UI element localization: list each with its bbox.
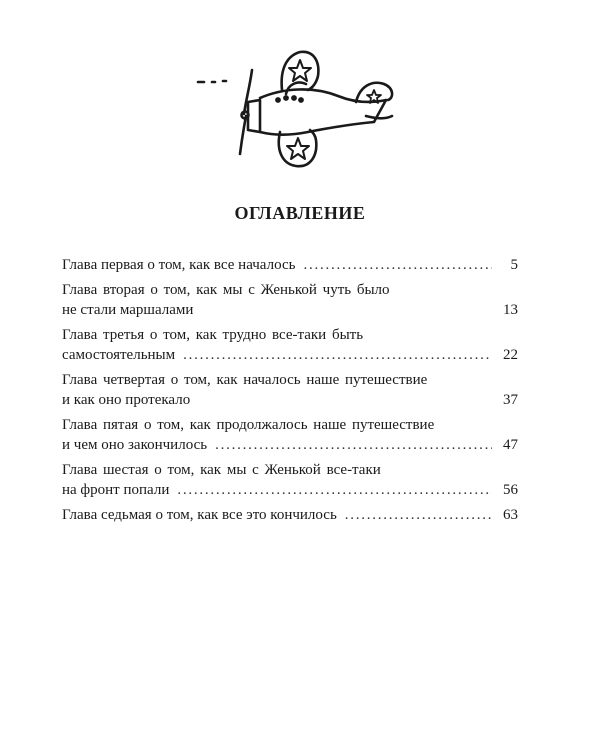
- toc-entry-title: Глава четвертая о том, как началось наше путешествие: [62, 372, 428, 388]
- dot-leader: [177, 480, 492, 500]
- dot-leader: [183, 345, 492, 365]
- toc-entry-3[interactable]: [62, 325, 518, 365]
- toc-entry-title-cont: самостоятельным: [62, 347, 176, 363]
- page-title: ОГЛАВЛЕНИЕ: [234, 203, 366, 223]
- toc-page-number: 63: [503, 507, 518, 523]
- toc-entry-title: Глава шестая о том, как мы с Женькой все-таки: [62, 462, 381, 478]
- airplane-icon: [188, 40, 408, 180]
- toc-entry-title-cont: и как оно протекало: [62, 392, 191, 408]
- toc-page-number: 5: [510, 257, 518, 273]
- toc-page-number: 13: [503, 302, 518, 318]
- table-of-contents: [62, 255, 518, 530]
- toc-entry-title: Глава третья о том, как трудно все-таки быть: [62, 327, 364, 343]
- toc-entry-4[interactable]: [62, 370, 518, 410]
- toc-page-number: 22: [503, 347, 518, 363]
- toc-entry-title: Глава пятая о том, как продолжалось наше путешествие: [62, 417, 435, 433]
- toc-entry-title-cont: не стали маршалами: [62, 302, 194, 318]
- dot-leader: [303, 255, 492, 275]
- dot-leader: [345, 505, 492, 525]
- toc-page-number: 37: [503, 392, 518, 408]
- toc-entry-title: Глава вторая о том, как мы с Женькой чуть было: [62, 282, 390, 298]
- toc-entry-5[interactable]: [62, 415, 518, 455]
- toc-page-number: 47: [503, 437, 518, 453]
- toc-entry-2[interactable]: [62, 280, 518, 320]
- toc-entry-title: Глава седьмая о том, как все это кончилось: [62, 507, 337, 523]
- toc-entry-title-cont: на фронт попали: [62, 482, 170, 498]
- toc-entry-6[interactable]: [62, 460, 518, 500]
- toc-entry-7[interactable]: [62, 505, 518, 525]
- toc-entry-title: Глава первая о том, как все началось: [62, 257, 296, 273]
- toc-entry-1[interactable]: [62, 255, 518, 275]
- toc-entry-title-cont: и чем оно закончилось: [62, 437, 208, 453]
- toc-page-number: 56: [503, 482, 518, 498]
- dot-leader: [215, 435, 492, 455]
